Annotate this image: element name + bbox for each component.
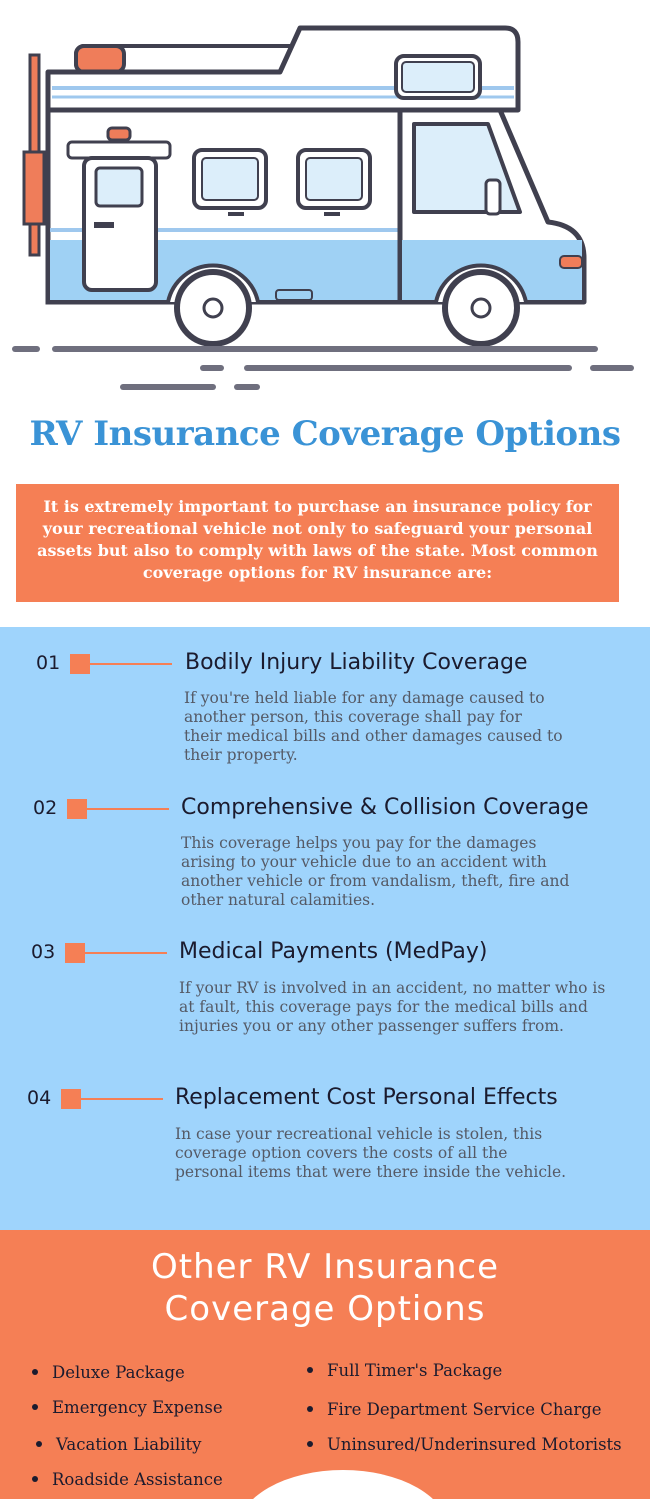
connector-line [85,952,167,954]
other-options-title [0,1246,650,1330]
other-options-section [0,1230,650,1499]
item-description: In case your recreational vehicle is stolen, this coverage option covers the costs of all the personal items that were there inside the vehicle. [175,1125,567,1181]
connector-line [81,1098,163,1100]
connector-line [87,808,169,810]
other-title-line-2: Coverage Options [164,1289,486,1329]
list-item: Vacation Liability [36,1435,201,1454]
connector-line [90,663,172,665]
item-description: If you're held liable for any damage caused to another person, this coverage shall pay for their medical bills and other damages caused to their property. [184,689,563,764]
item-description: If your RV is involved in an accident, no matter who is at fault, this coverage pays for the medical bills and injuries you or any other passenger suffers from. [179,979,606,1035]
item-number: 03 [31,941,56,963]
item-number: 01 [36,652,61,674]
square-bullet-icon [65,943,85,963]
list-item: Full Timer's Package [307,1361,502,1380]
bullet-icon [307,1441,313,1447]
item-number: 02 [33,797,58,819]
item-title: Replacement Cost Personal Effects [175,1085,558,1110]
decorative-arc [238,1470,448,1499]
intro-text: It is extremely important to purchase an insurance policy for your recreational vehicle not only to safeguard your personal assets but also to comply with laws of the state. Most common coverage options for RV insurance are: [37,497,598,582]
coverage-options-panel [0,627,650,1230]
item-title: Comprehensive & Collision Coverage [181,795,589,820]
item-title: Medical Payments (MedPay) [179,939,488,964]
bullet-icon [307,1406,313,1412]
square-bullet-icon [67,799,87,819]
bullet-icon [32,1404,38,1410]
other-title-line-1: Other RV Insurance [151,1247,499,1287]
square-bullet-icon [61,1089,81,1109]
bullet-icon [32,1476,38,1482]
bullet-icon [36,1441,42,1447]
rv-camper-illustration [0,0,650,405]
bullet-icon [307,1367,313,1373]
bullet-icon [32,1369,38,1375]
square-bullet-icon [70,654,90,674]
item-description: This coverage helps you pay for the damages arising to your vehicle due to an accident with another vehicle or from vandalism, theft, fire and other natural calamities. [181,834,570,909]
list-item: Deluxe Package [32,1363,185,1382]
list-item: Emergency Expense [32,1398,223,1417]
list-item: Uninsured/Underinsured Motorists [307,1435,622,1454]
intro-banner [16,484,619,602]
list-item: Roadside Assistance [32,1470,223,1489]
list-item: Fire Department Service Charge [307,1400,602,1419]
item-number: 04 [27,1087,52,1109]
item-title: Bodily Injury Liability Coverage [185,650,528,675]
page-title: RV Insurance Coverage Options [29,414,621,454]
